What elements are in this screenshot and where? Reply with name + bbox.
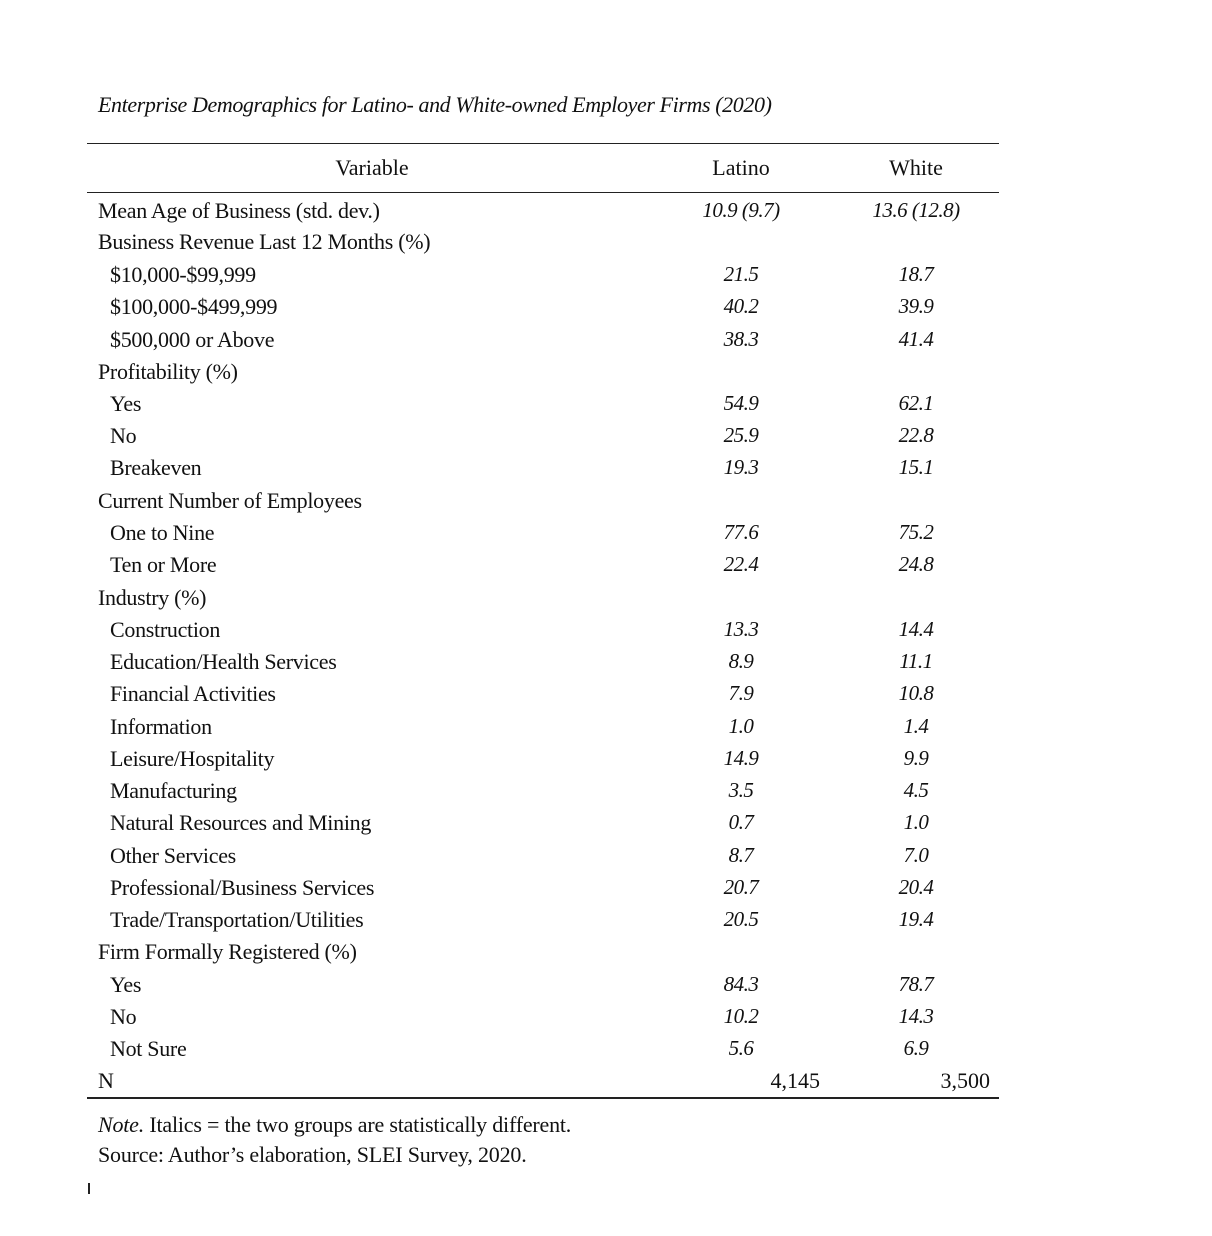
latino-value: 3.5: [728, 778, 754, 802]
latino-value: 8.7: [728, 843, 754, 867]
latino-value: 5.6: [728, 1036, 754, 1060]
latino-value: 20.7: [723, 875, 759, 899]
white-value: 15.1: [898, 455, 934, 479]
note-text: Italics = the two groups are statistically different.: [144, 1112, 572, 1137]
latino-value: 10.9 (9.7): [702, 198, 780, 222]
white-value: 10.8: [898, 681, 934, 705]
table-row: [0, 391, 1212, 421]
row-label: Financial Activities: [110, 681, 276, 706]
latino-value: 8.9: [728, 649, 754, 673]
row-label: $10,000-$99,999: [110, 262, 256, 287]
row-label: Manufacturing: [110, 778, 237, 803]
table-row: [0, 746, 1212, 776]
row-label: Construction: [110, 617, 221, 642]
row-label: Breakeven: [110, 455, 202, 480]
table-row: [0, 649, 1212, 679]
white-value: 20.4: [898, 875, 934, 899]
latino-value: 84.3: [723, 972, 759, 996]
row-label: Ten or More: [110, 552, 217, 577]
row-label: Firm Formally Registered (%): [98, 939, 357, 964]
column-header-variable: Variable: [335, 155, 409, 180]
row-label: Other Services: [110, 843, 236, 868]
latino-value: 14.9: [723, 746, 759, 770]
row-label: Industry (%): [98, 585, 207, 610]
row-label: Yes: [110, 972, 142, 997]
latino-value: 4,145: [770, 1068, 820, 1093]
table-row: [0, 423, 1212, 453]
table-row: [0, 1068, 1212, 1098]
table-row: [0, 714, 1212, 744]
row-label: Professional/Business Services: [110, 875, 375, 900]
white-value: 9.9: [903, 746, 929, 770]
white-value: 7.0: [903, 843, 929, 867]
row-label: No: [110, 423, 137, 448]
table-row: [0, 294, 1212, 324]
latino-value: 0.7: [728, 810, 754, 834]
white-value: 4.5: [903, 778, 929, 802]
source-line: Source: Author’s elaboration, SLEI Survey, 2020.: [98, 1142, 527, 1167]
table-row: [0, 810, 1212, 840]
table-note: [98, 1110, 571, 1170]
white-value: 39.9: [898, 294, 934, 318]
table-row: [0, 488, 1212, 518]
bottom-rule: [87, 1097, 999, 1099]
white-value: 6.9: [903, 1036, 929, 1060]
row-label: Education/Health Services: [110, 649, 337, 674]
white-value: 11.1: [899, 649, 933, 673]
row-label: Current Number of Employees: [98, 488, 362, 513]
table-row: [0, 198, 1212, 228]
white-value: 75.2: [898, 520, 934, 544]
row-label: Yes: [110, 391, 142, 416]
table-row: [0, 843, 1212, 873]
white-value: 3,500: [940, 1068, 990, 1093]
white-value: 13.6 (12.8): [872, 198, 960, 222]
row-label: Leisure/Hospitality: [110, 746, 275, 771]
row-label: One to Nine: [110, 520, 215, 545]
latino-value: 77.6: [723, 520, 759, 544]
table-row: [0, 520, 1212, 550]
table-row: [0, 778, 1212, 808]
column-header-latino: Latino: [712, 155, 770, 180]
table-row: [0, 1036, 1212, 1066]
table-row: [0, 262, 1212, 292]
table-row: [0, 1004, 1212, 1034]
row-label: Trade/Transportation/Utilities: [110, 907, 364, 932]
row-label: Profitability (%): [98, 359, 238, 384]
latino-value: 7.9: [728, 681, 754, 705]
latino-value: 13.3: [723, 617, 759, 641]
row-label: Information: [110, 714, 212, 739]
latino-value: 40.2: [723, 294, 759, 318]
table-row: [0, 907, 1212, 937]
latino-value: 19.3: [723, 455, 759, 479]
row-label: Not Sure: [110, 1036, 187, 1061]
table-row: [0, 681, 1212, 711]
table-row: [0, 455, 1212, 485]
white-value: 18.7: [898, 262, 934, 286]
row-label: N: [98, 1068, 114, 1093]
table-row: [0, 617, 1212, 647]
note-lead: Note.: [98, 1112, 145, 1137]
table-row: [0, 229, 1212, 259]
table-row: [0, 552, 1212, 582]
white-value: 62.1: [898, 391, 934, 415]
white-value: 19.4: [898, 907, 934, 931]
white-value: 14.3: [898, 1004, 934, 1028]
white-value: 24.8: [898, 552, 934, 576]
white-value: 22.8: [898, 423, 934, 447]
white-value: 41.4: [898, 327, 934, 351]
table-row: [0, 939, 1212, 969]
column-header-white: White: [889, 155, 943, 180]
top-rule: [87, 143, 999, 144]
table-row: [0, 585, 1212, 615]
row-label: No: [110, 1004, 137, 1029]
note-line: [98, 1110, 571, 1140]
latino-value: 10.2: [723, 1004, 759, 1028]
table-row: [0, 327, 1212, 357]
latino-value: 25.9: [723, 423, 759, 447]
white-value: 1.4: [903, 714, 929, 738]
white-value: 1.0: [903, 810, 929, 834]
table-row: [0, 972, 1212, 1002]
latino-value: 54.9: [723, 391, 759, 415]
table-row: [0, 875, 1212, 905]
latino-value: 22.4: [723, 552, 759, 576]
latino-value: 1.0: [728, 714, 754, 738]
latino-value: 21.5: [723, 262, 759, 286]
white-value: 14.4: [898, 617, 934, 641]
row-label: Natural Resources and Mining: [110, 810, 372, 835]
table-caption: Enterprise Demographics for Latino- and White-owned Employer Firms (2020): [98, 92, 772, 117]
text-cursor: [88, 1183, 90, 1194]
latino-value: 20.5: [723, 907, 759, 931]
latino-value: 38.3: [723, 327, 759, 351]
white-value: 78.7: [898, 972, 934, 996]
row-label: Mean Age of Business (std. dev.): [98, 198, 380, 223]
header-rule: [87, 192, 999, 193]
row-label: $500,000 or Above: [110, 327, 275, 352]
row-label: Business Revenue Last 12 Months (%): [98, 229, 431, 254]
row-label: $100,000-$499,999: [110, 294, 278, 319]
table-row: [0, 359, 1212, 389]
